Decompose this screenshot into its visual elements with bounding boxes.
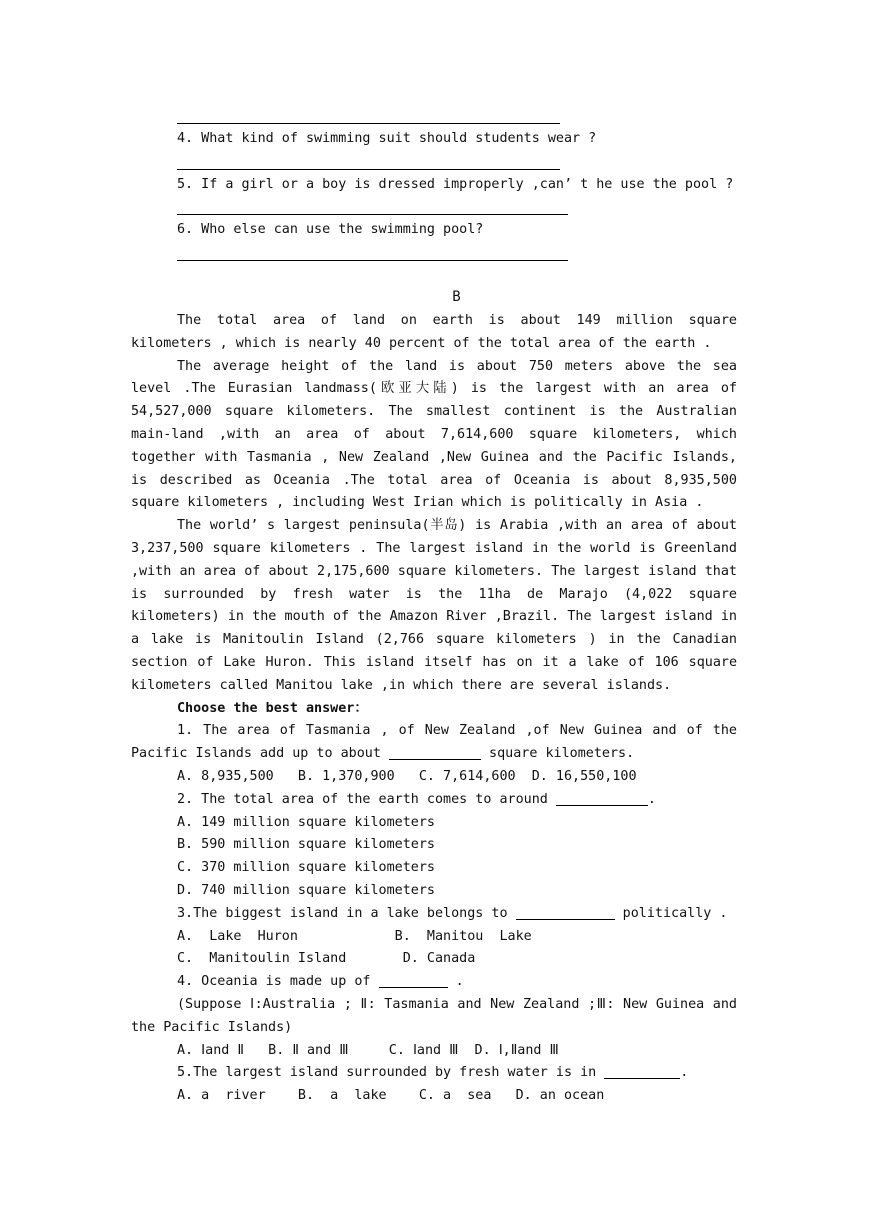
paragraph: The total area of land on earth is about 149 million square kilometers , which is nearly 40 percent of the total area of the earth . — [131, 313, 737, 351]
section-title: B — [452, 289, 461, 305]
question-4: 4. What kind of swimming suit should students wear ? — [177, 131, 597, 146]
answer-blank[interactable] — [516, 905, 615, 920]
answer-line[interactable] — [177, 169, 560, 170]
question-4-options: A. Ⅰand Ⅱ B. Ⅱ and Ⅲ C. Ⅰand Ⅲ D. Ⅰ,Ⅱand Ⅲ — [177, 1042, 559, 1058]
question-5: 5.The largest island surrounded by fresh water is in . — [177, 1065, 689, 1081]
question-4: 4. Oceania is made up of . — [177, 974, 464, 990]
question-1-options: A. 8,935,500 B. 1,370,900 C. 7,614,600 D. 16,550,100 — [177, 768, 637, 784]
answer-blank[interactable] — [389, 745, 481, 760]
paragraph: The average height of the land is about 750 meters above the sea level .The Eurasian landmass(欧亚大陆) is the largest with an area of 54,527,000 square kilometers. The smallest continent is the Australian main-land ,with an area of about 7,614,600 square kilometers, which together with Tasmania , New Zealand ,New Guinea and the Pacific Islands, is described as Oceania .The total area of Oceania is about 8,935,500 square kilometers , including West Irian which is politically in Asia . — [131, 358, 737, 511]
paragraph: The world’ s largest peninsula(半岛) is Arabia ,with an area of about 3,237,500 square kilometers . The largest island in the world is Greenland ,with an area of about 2,175,600 square kilometers. The largest island that is surrounded by fresh water is the 11ha de Marajo (4,022 square kilometers) in the mouth of the Amazon River ,Brazil. The largest island in a lake is Manitoulin Island (2,766 square kilometers ) in the Canadian section of Lake Huron. This island itself has on it a lake of 106 square kilometers called Manitou lake ,in which there are several islands. — [131, 518, 737, 693]
answer-line[interactable] — [177, 123, 560, 124]
question-3: 3.The biggest island in a lake belongs to politically . — [177, 905, 728, 921]
option: A. 149 million square kilometers — [177, 814, 435, 830]
answer-line[interactable] — [177, 260, 568, 261]
question-6: 6. Who else can use the swimming pool? — [177, 222, 484, 237]
question-4-note: (Suppose Ⅰ:Australia ; Ⅱ: Tasmania and New Zealand ;Ⅲ: New Guinea and the Pacific Islands) — [131, 996, 737, 1035]
question-3-options: C. Manitoulin Island D. Canada — [177, 951, 476, 967]
option: B. 590 million square kilometers — [177, 837, 435, 853]
question-5: 5. If a girl or a boy is dressed improperly ,can’ t he use the pool ? — [177, 177, 734, 192]
option: D. 740 million square kilometers — [177, 882, 435, 898]
question-2: 2. The total area of the earth comes to around . — [177, 791, 656, 807]
question-1: 1. The area of Tasmania , of New Zealand ,of New Guinea and of the Pacific Islands add up to about square kilometers. — [131, 723, 737, 762]
question-5-options: A. a river B. a lake C. a sea D. an ocean — [177, 1088, 605, 1104]
instruction: Choose the best answer： — [177, 700, 368, 716]
answer-blank[interactable] — [604, 1064, 680, 1079]
answer-blank[interactable] — [556, 791, 648, 806]
reading-passage — [131, 310, 737, 1108]
question-3-options: A. Lake Huron B. Manitou Lake — [177, 928, 532, 944]
answer-line[interactable] — [177, 214, 568, 215]
option: C. 370 million square kilometers — [177, 860, 435, 876]
answer-blank[interactable] — [379, 973, 448, 988]
